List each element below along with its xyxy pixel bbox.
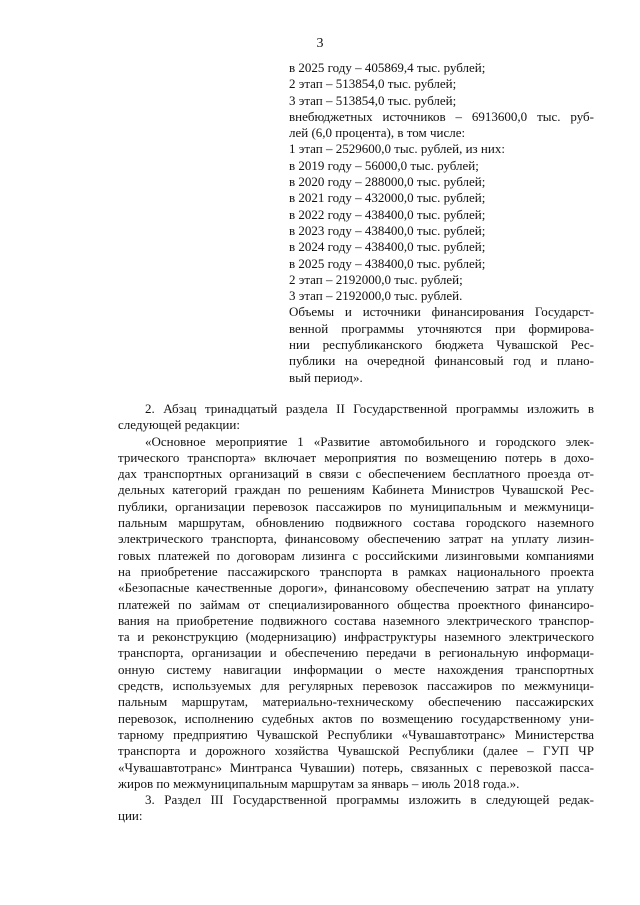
funding-line: в 2025 году – 438400,0 тыс. рублей;: [289, 255, 486, 271]
text-line: платежей по займам от специализированного общества проектного финансиро-: [118, 596, 594, 612]
text-line: тарному предприятию Чувашской Республики «Чувашавтотранс» Министерства: [118, 726, 594, 742]
funding-line: в 2019 году – 56000,0 тыс. рублей;: [289, 157, 479, 173]
text-line: «Безопасные качественные дороги», финансовому обеспечению затрат на уплату: [118, 580, 594, 596]
amendment-paragraphs: [118, 401, 594, 825]
text-line: пальным маршрутам, обновлению подвижного состава городского наземного: [118, 515, 594, 531]
funding-line: вый период».: [289, 369, 363, 385]
text-line: вания на приобретение подвижного состава наземного электрического транспор-: [118, 612, 594, 628]
text-line: жиров по межмуниципальным маршрутам за январь – июль 2018 года.».: [118, 775, 520, 791]
funding-line: 3 этап – 513854,0 тыс. рублей;: [289, 92, 457, 108]
text-line: ции:: [118, 808, 143, 824]
text-line: перевозок, исполнению судебных актов по возмещению государственному уни-: [118, 710, 594, 726]
funding-line: внебюджетных источников – 6913600,0 тыс. руб-: [289, 108, 594, 124]
funding-line: в 2020 году – 288000,0 тыс. рублей;: [289, 174, 486, 190]
funding-line: 2 этап – 513854,0 тыс. рублей;: [289, 76, 457, 92]
text-line: электрического транспорта, финансовому обеспечению затрат на уплату лизин-: [118, 531, 594, 547]
text-line: трического транспорта» включает мероприятия по возмещению потерь в дохо-: [118, 449, 594, 465]
funding-line: в 2025 году – 405869,4 тыс. рублей;: [289, 60, 486, 75]
text-line: пальным маршрутам, материально-техническому обеспечению пассажирских: [118, 694, 594, 710]
text-line: транспорта и дорожного хозяйства Чувашской Республики (далее – ГУП ЧР: [118, 743, 594, 759]
funding-line: нии республиканского бюджета Чувашской Рес-: [289, 337, 594, 353]
text-line: дах транспортных организаций в связи с обеспечением бесплатного проезда от-: [118, 466, 594, 482]
funding-line: публики на очередной финансовый год и плано-: [289, 353, 594, 369]
text-line: онную систему навигации информации о месте нахождения транспортных: [118, 661, 594, 677]
funding-line: 2 этап – 2192000,0 тыс. рублей;: [289, 271, 463, 287]
text-line: дельных категорий граждан по решениям Кабинета Министров Чувашской Рес-: [118, 482, 594, 498]
text-line: 2. Абзац тринадцатый раздела II Государственной программы изложить в: [145, 401, 594, 416]
funding-line: 1 этап – 2529600,0 тыс. рублей, из них:: [289, 141, 505, 157]
text-line: средств, используемых для регулярных перевозок пассажиров по межмуници-: [118, 678, 594, 694]
text-line: та и реконструкцию (модернизацию) инфраструктуры наземного электрического: [118, 629, 594, 645]
funding-line: венной программы уточняются при формирова-: [289, 320, 594, 336]
funding-continuation-block: [289, 60, 594, 386]
text-line: следующей редакции:: [118, 417, 240, 433]
text-line: на приобретение пассажирского транспорта в рамках национального проекта: [118, 563, 594, 579]
funding-line: в 2022 году – 438400,0 тыс. рублей;: [289, 206, 486, 222]
text-line: «Основное мероприятие 1 «Развитие автомобильного и городского элек-: [145, 433, 594, 449]
text-line: транспорта, организации и обеспечению передачи в региональную информаци-: [118, 645, 594, 661]
text-line: публики, организации перевозок пассажиров по муниципальным и межмуници-: [118, 498, 594, 514]
funding-line: в 2023 году – 438400,0 тыс. рублей;: [289, 222, 486, 238]
text-line: «Чувашавтотранс» Минтранса Чувашии) потерь, связанных с перевозкой пасса-: [118, 759, 594, 775]
funding-line: лей (6,0 процента), в том числе:: [289, 125, 466, 141]
funding-line: Объемы и источники финансирования Государст-: [289, 304, 594, 320]
page-number: 3: [316, 36, 324, 51]
funding-line: в 2024 году – 438400,0 тыс. рублей;: [289, 239, 486, 255]
funding-line: 3 этап – 2192000,0 тыс. рублей.: [289, 288, 463, 304]
funding-line: в 2021 году – 432000,0 тыс. рублей;: [289, 190, 486, 206]
text-line: 3. Раздел III Государственной программы изложить в следующей редак-: [145, 792, 594, 808]
text-line: говых платежей по договорам лизинга с российскими лизинговыми компаниями: [118, 547, 594, 563]
